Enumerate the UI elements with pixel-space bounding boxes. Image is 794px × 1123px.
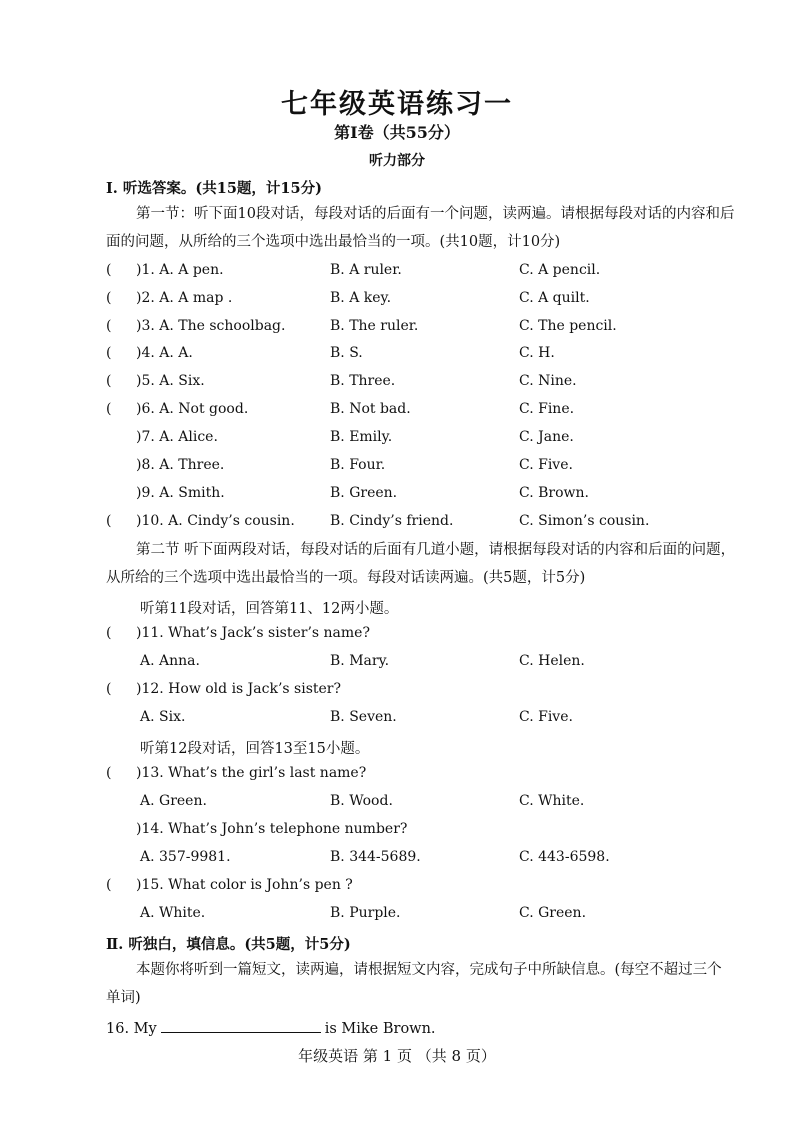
section1-part2-instructions: 第二节 听下面两段对话，每段对话的后面有几道小题，请根据每段对话的内容和后面的问题，从所给的三个选项中选出最恰当的一项。每段对话读两遍。(共5题，计5分) [106,542,736,586]
question-stem-option-a: )2. A. A map . [136,290,233,306]
option-b: B. A ruler. [330,262,402,278]
question-stem: )15. What color is John’s pen ? [136,877,353,893]
q16-suffix: is Mike Brown. [324,1021,436,1037]
answer-paren: ( [106,681,112,697]
q13-option-b: B. Wood. [330,793,393,809]
option-b: B. S. [330,345,363,361]
answer-paren: ( [106,290,112,306]
question-stem: )11. What’s Jack’s sister’s name? [136,625,370,641]
q11-option-c: C. Helen. [519,653,585,669]
dialog-12-intro: 听第12段对话，回答13至15小题。 [140,741,370,757]
answer-paren: ( [106,262,112,278]
q11-option-a: A. Anna. [140,653,200,669]
option-b: B. Cindy’s friend. [330,513,454,529]
q15-option-a: A. White. [140,905,206,921]
question-stem-option-a: )6. A. Not good. [136,401,249,417]
question-stem-option-a: )4. A. A. [136,345,193,361]
volume-heading: 第Ⅰ卷（共55分） [334,123,460,142]
q13-option-c: C. White. [519,793,585,809]
part-heading: 听力部分 [369,153,425,169]
q14-option-c: C. 443-6598. [519,849,610,865]
answer-paren: ( [106,345,112,361]
q12-option-a: A. Six. [140,709,186,725]
section1-part1-instructions: 第一节：听下面10段对话，每段对话的后面有一个问题，读两遍。请根据每段对话的内容和后面的问题，从所给的三个选项中选出最恰当的一项。(共10题，计10分) [106,206,735,250]
q16-answer-blank[interactable] [161,1018,321,1033]
option-b: B. Emily. [330,429,393,445]
page-title: 七年级英语练习一 [281,89,513,120]
option-b: B. Green. [330,485,398,501]
q15-option-b: B. Purple. [330,905,401,921]
option-b: B. Not bad. [330,401,411,417]
question-stem-option-a: )7. A. Alice. [136,429,218,445]
question-stem: )14. What’s John’s telephone number? [136,821,408,837]
option-c: C. Brown. [519,485,589,501]
option-b: B. Three. [330,373,396,389]
q16-prefix: 16. My [106,1021,157,1037]
answer-paren: ( [106,625,112,641]
option-c: C. Nine. [519,373,577,389]
option-b: B. A key. [330,290,392,306]
question-stem-option-a: )1. A. A pen. [136,262,224,278]
option-c: C. Fine. [519,401,575,417]
option-c: C. A pencil. [519,262,601,278]
q14-option-b: B. 344-5689. [330,849,421,865]
answer-paren: ( [106,373,112,389]
question-stem-option-a: )8. A. Three. [136,457,225,473]
question-stem-option-a: )3. A. The schoolbag. [136,318,286,334]
option-b: B. The ruler. [330,318,419,334]
option-c: C. The pencil. [519,318,617,334]
option-c: C. Jane. [519,429,574,445]
answer-paren: ( [106,513,112,529]
option-c: C. Simon’s cousin. [519,513,650,529]
question-stem-option-a: )10. A. Cindy’s cousin. [136,513,295,529]
question-stem-option-a: )5. A. Six. [136,373,205,389]
q12-option-b: B. Seven. [330,709,397,725]
option-c: C. A quilt. [519,290,590,306]
section2-instructions: 本题你将听到一篇短文，读两遍，请根据短文内容，完成句子中所缺信息。(每空不超过三个单词) [106,962,722,1006]
page-footer: 年级英语 第 1 页 （共 8 页） [298,1047,496,1065]
answer-paren: ( [106,401,112,417]
q14-option-a: A. 357-9981. [140,849,231,865]
answer-paren: ( [106,318,112,334]
q13-option-a: A. Green. [140,793,207,809]
dialog-11-intro: 听第11段对话，回答第11、12两小题。 [140,601,399,617]
question-stem: )12. How old is Jack’s sister? [136,681,342,697]
question-16 [106,1018,436,1037]
q11-option-b: B. Mary. [330,653,390,669]
answer-paren: ( [106,765,112,781]
answer-paren: ( [106,877,112,893]
question-stem: )13. What’s the girl’s last name? [136,765,367,781]
section2-heading: Ⅱ. 听独白，填信息。(共5题，计5分) [106,936,351,953]
q15-option-c: C. Green. [519,905,587,921]
question-stem-option-a: )9. A. Smith. [136,485,225,501]
option-c: C. H. [519,345,555,361]
option-b: B. Four. [330,457,386,473]
section1-heading: Ⅰ. 听选答案。(共15题，计15分) [106,180,322,197]
option-c: C. Five. [519,457,573,473]
q12-option-c: C. Five. [519,709,573,725]
